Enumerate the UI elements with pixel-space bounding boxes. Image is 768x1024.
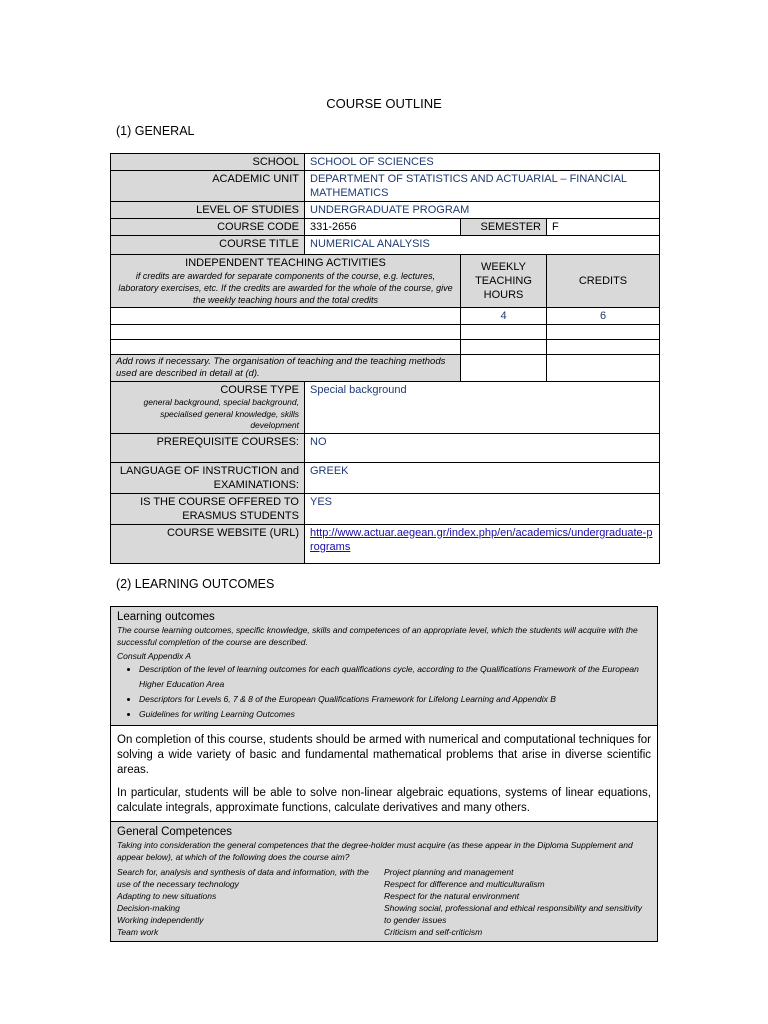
gc-right-5: Criticism and self-criticism (384, 927, 483, 937)
course-title-value: NUMERICAL ANALYSIS (305, 236, 660, 255)
learning-outcomes-table (110, 606, 658, 942)
gc-columns (117, 866, 651, 938)
row-erasmus (111, 493, 660, 524)
semester-label: SEMESTER (461, 219, 547, 236)
prereq-label: PREREQUISITE COURSES: (111, 433, 305, 462)
gc-left-2: Adapting to new situations (117, 891, 217, 901)
gc-left-4: Working independently (117, 915, 204, 925)
row-empty-2 (111, 340, 660, 355)
course-type-value: Special background (305, 382, 660, 434)
ita-heading-cell (111, 255, 461, 308)
row-prereq (111, 433, 660, 462)
course-code-label: COURSE CODE (111, 219, 305, 236)
gc-heading: General Competences (117, 826, 233, 838)
gc-right-1: Project planning and management (384, 867, 514, 877)
credits-value: 6 (547, 308, 660, 325)
gc-desc: Taking into consideration the general competences that the degree-holder must acquire (as these appear in the Diploma Supplement and appear below), at which of the following does the course aim? (117, 840, 633, 862)
level-value: UNDERGRADUATE PROGRAM (305, 202, 660, 219)
website-cell (305, 524, 660, 563)
row-add-rows (111, 355, 660, 382)
row-course-title (111, 236, 660, 255)
language-value: GREEK (305, 462, 660, 493)
lo-header-cell (111, 607, 658, 726)
lo-body-cell (111, 726, 658, 822)
semester-value: F (547, 219, 660, 236)
page-title: COURSE OUTLINE (326, 96, 442, 111)
school-label: SCHOOL (111, 154, 305, 171)
add-rows-note: Add rows if necessary. The organisation of teaching and the teaching methods used are described in detail at (d). (111, 355, 461, 382)
language-label: LANGUAGE OF INSTRUCTION and EXAMINATIONS: (111, 462, 305, 493)
row-lo-header (111, 607, 658, 726)
lo-bullet-3: • Guidelines for writing Learning Outcomes (139, 707, 651, 722)
lo-bullet-2: • Descriptors for Levels 6, 7 & 8 of the European Qualifications Framework for Lifelong Learning and Appendix B (139, 692, 651, 707)
gc-left-5: Team work (117, 927, 159, 937)
row-lo-body (111, 726, 658, 822)
row-academic-unit (111, 171, 660, 202)
row-school (111, 154, 660, 171)
ita-note: if credits are awarded for separate components of the course, e.g. lectures, laboratory exercises, etc. If the credits are awarded for the whole of the course, give the weekly teaching hours and the total credits (118, 271, 453, 305)
weekly-hours-label: WEEKLY TEACHING HOURS (461, 255, 547, 308)
course-code-value: 331-2656 (305, 219, 461, 236)
row-course-code (111, 219, 660, 236)
website-label: COURSE WEBSITE (URL) (111, 524, 305, 563)
credits-label: CREDITS (547, 255, 660, 308)
weekly-hours-value: 4 (461, 308, 547, 325)
course-title-label: COURSE TITLE (111, 236, 305, 255)
lo-heading: Learning outcomes (117, 611, 215, 623)
row-gc (111, 822, 658, 942)
gc-cell (111, 822, 658, 942)
section-general-heading: (1) GENERAL (116, 124, 195, 138)
gc-right-2: Respect for difference and multiculturalism (384, 879, 545, 889)
school-value: SCHOOL OF SCIENCES (305, 154, 660, 171)
row-ita-values (111, 308, 660, 325)
erasmus-label: IS THE COURSE OFFERED TO ERASMUS STUDENTS (111, 493, 305, 524)
general-table (110, 153, 660, 564)
lo-desc: The course learning outcomes, specific knowledge, skills and competences of an appropriate level, which the students will acquire with the successful completion of the course are described. (117, 625, 638, 647)
gc-right-col (384, 866, 651, 938)
row-website (111, 524, 660, 563)
academic-unit-value: DEPARTMENT OF STATISTICS AND ACTUARIAL – FINANCIAL MATHEMATICS (305, 171, 660, 202)
gc-left-3: Decision-making (117, 903, 180, 913)
course-website-link[interactable]: http://www.actuar.aegean.gr/index.php/en/academics/undergraduate-programs (310, 526, 653, 553)
ita-activity-cell (111, 308, 461, 325)
gc-left-1: Search for, analysis and synthesis of data and information, with the use of the necessary technology (117, 867, 369, 889)
gc-right-3: Respect for the natural environment (384, 891, 520, 901)
academic-unit-label: ACADEMIC UNIT (111, 171, 305, 202)
prereq-value: NO (305, 433, 660, 462)
row-ita-header (111, 255, 660, 308)
gc-right-4: Showing social, professional and ethical responsibility and sensitivity to gender issues (384, 903, 642, 925)
ita-heading: INDEPENDENT TEACHING ACTIVITIES (185, 257, 386, 269)
row-level (111, 202, 660, 219)
section-learning-heading: (2) LEARNING OUTCOMES (116, 577, 275, 591)
lo-bullets (117, 662, 651, 722)
course-type-cell (111, 382, 305, 434)
lo-paragraph-2: In particular, students will be able to solve non-linear algebraic equations, systems of linear equations, calculate integrals, approximate functions, calculate derivatives and many others. (117, 787, 651, 814)
course-type-label: COURSE TYPE (220, 384, 299, 396)
row-course-type (111, 382, 660, 434)
course-type-note: general background, special background, specialised general knowledge, skills development (143, 397, 299, 430)
gc-left-col (117, 866, 384, 938)
row-language (111, 462, 660, 493)
erasmus-value: YES (305, 493, 660, 524)
lo-bullet-1: • Description of the level of learning outcomes for each qualifications cycle, according to the Qualifications Framework of the European Higher Education Area (139, 662, 651, 692)
level-label: LEVEL OF STUDIES (111, 202, 305, 219)
row-empty-1 (111, 325, 660, 340)
lo-paragraph-1: On completion of this course, students should be armed with numerical and computational techniques for solving a wide variety of basic and fundamental mathematical problems that arise in diverse scientific areas. (117, 734, 651, 776)
lo-consult: Consult Appendix A (117, 651, 192, 661)
